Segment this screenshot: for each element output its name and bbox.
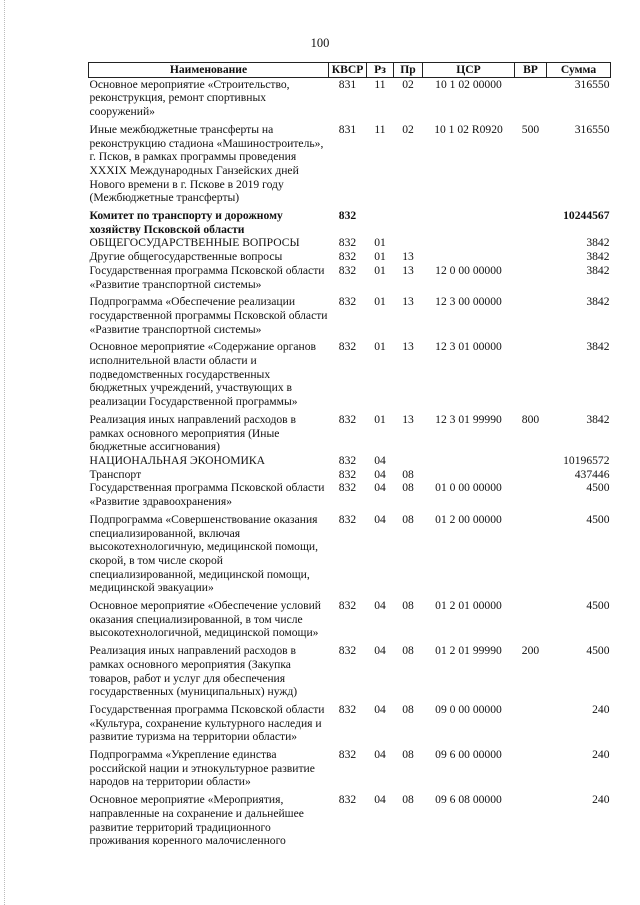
cell-rz: 04 — [374, 702, 386, 716]
cell-vr — [515, 468, 547, 482]
cell-vr — [515, 454, 547, 468]
cell-csr: 10 1 02 00000 — [435, 77, 502, 91]
cell-kvsr: 832 — [338, 702, 357, 716]
cell-sum: 437446 — [574, 467, 610, 481]
cell-name: Государственная программа Псковской области «Развитие здравоохранения» — [89, 481, 325, 509]
cell-rz: 01 — [374, 295, 386, 309]
cell-kvsr: 831 — [338, 77, 357, 91]
table-row — [89, 509, 611, 595]
cell-sum: 10196572 — [563, 453, 610, 467]
cell-rz: 01 — [374, 340, 386, 354]
cell-pr: 08 — [402, 512, 414, 526]
table-body — [89, 77, 611, 848]
cell-csr: 01 2 00 00000 — [435, 512, 502, 526]
table-row — [89, 468, 611, 482]
margin-rule — [4, 0, 5, 905]
cell-vr — [515, 744, 547, 789]
cell-vr: 800 — [521, 412, 540, 426]
cell-csr: 09 6 00 00000 — [435, 748, 502, 762]
cell-vr — [515, 205, 547, 236]
cell-pr: 13 — [402, 263, 414, 277]
header-name: Наименование — [89, 63, 329, 78]
cell-pr: 08 — [402, 702, 414, 716]
cell-rz: 04 — [374, 644, 386, 658]
table-row — [89, 119, 611, 205]
cell-csr — [423, 250, 515, 264]
cell-rz: 04 — [374, 467, 386, 481]
table-row — [89, 744, 611, 789]
cell-name: Подпрограмма «Обеспечение реализации государственной программы Псковской области «Развитие транспортной системы» — [89, 295, 328, 336]
cell-name: НАЦИОНАЛЬНАЯ ЭКОНОМИКА — [89, 453, 266, 467]
cell-csr: 01 2 01 00000 — [435, 599, 502, 613]
cell-vr — [515, 509, 547, 595]
table-row — [89, 77, 611, 119]
cell-kvsr: 832 — [338, 209, 357, 223]
cell-kvsr: 832 — [338, 467, 357, 481]
cell-rz: 04 — [374, 793, 386, 807]
cell-sum: 3842 — [586, 263, 610, 277]
cell-sum: 316550 — [574, 122, 610, 136]
table-header-row — [89, 63, 611, 78]
header-pr: Пр — [394, 63, 423, 78]
cell-rz: 01 — [374, 412, 386, 426]
page-number: 100 — [310, 36, 330, 50]
cell-sum: 4500 — [586, 512, 610, 526]
cell-csr: 10 1 02 R0920 — [434, 122, 503, 136]
cell-pr — [394, 205, 423, 236]
cell-csr — [423, 454, 515, 468]
cell-pr — [394, 454, 423, 468]
cell-rz: 11 — [374, 77, 386, 91]
cell-name: Иные межбюджетные трансферты на реконструкцию стадиона «Машиностроитель», г. Псков, в рамках программы проведения XXXIX Международных Ганзейских дней Нового времени в г. Пскове в 2019 году (Межбюджетные трансферты) — [89, 122, 324, 205]
cell-pr: 08 — [402, 793, 414, 807]
cell-rz: 04 — [374, 748, 386, 762]
cell-kvsr: 832 — [338, 481, 357, 495]
cell-sum: 240 — [592, 793, 610, 807]
cell-vr: 500 — [521, 122, 540, 136]
cell-pr: 13 — [402, 412, 414, 426]
cell-rz: 11 — [374, 122, 386, 136]
cell-name: Государственная программа Псковской области «Культура, сохранение культурного наследия и развитие туризма на территории области» — [89, 702, 325, 744]
table-row — [89, 481, 611, 508]
cell-vr: 200 — [521, 644, 540, 658]
table-row — [89, 250, 611, 264]
cell-csr: 12 3 00 00000 — [435, 295, 502, 309]
header-sum: Сумма — [547, 63, 611, 78]
cell-sum: 4500 — [586, 644, 610, 658]
cell-csr: 09 0 00 00000 — [435, 702, 502, 716]
cell-name: Комитет по транспорту и дорожному хозяйству Псковской области — [89, 209, 283, 236]
table-row — [89, 409, 611, 454]
table-row — [89, 454, 611, 468]
cell-pr: 08 — [402, 748, 414, 762]
cell-csr: 01 2 01 99990 — [435, 644, 502, 658]
cell-kvsr: 832 — [338, 512, 357, 526]
cell-pr: 08 — [402, 599, 414, 613]
cell-rz: 01 — [374, 236, 386, 250]
cell-name: Основное мероприятие «Обеспечение условий оказания специализированной, в том числе высокотехнологичной, медицинской помощи» — [89, 599, 322, 640]
cell-vr — [515, 481, 547, 508]
cell-csr — [423, 205, 515, 236]
cell-name: Основное мероприятие «Строительство, реконструкция, ремонт спортивных сооружений» — [89, 77, 290, 119]
cell-vr — [515, 595, 547, 640]
cell-name: Подпрограмма «Совершенствование оказания специализированной, включая высокотехнологичную, медицинской помощи, скорой, в том числе скорой специализированной, медицинской помощи, медицинской эвакуации» — [89, 512, 319, 595]
cell-vr — [515, 291, 547, 336]
cell-csr: 12 3 01 00000 — [435, 340, 502, 354]
cell-pr: 08 — [402, 467, 414, 481]
cell-sum: 3842 — [586, 340, 610, 354]
table-row — [89, 264, 611, 291]
cell-kvsr: 832 — [338, 453, 357, 467]
cell-csr: 09 6 08 00000 — [435, 793, 502, 807]
cell-vr — [515, 264, 547, 291]
cell-sum: 10244567 — [563, 209, 610, 223]
cell-rz: 01 — [374, 250, 386, 264]
table-row — [89, 789, 611, 848]
budget-table — [88, 62, 611, 848]
cell-kvsr: 832 — [338, 599, 357, 613]
cell-vr — [515, 250, 547, 264]
header-kvsr: КВСР — [329, 63, 367, 78]
cell-csr — [423, 236, 515, 250]
cell-rz: 04 — [374, 481, 386, 495]
cell-name: Реализация иных направлений расходов в рамках основного мероприятия (Закупка товаров, работ и услуг для обеспечения государственных (муниципальных) нужд) — [89, 644, 298, 699]
cell-sum: 316550 — [574, 77, 610, 91]
cell-kvsr: 832 — [338, 295, 357, 309]
cell-name: Основное мероприятие «Содержание органов исполнительной власти области и подведомственных государственных бюджетных учреждений, участвующих в реализации Государственной программы» — [89, 340, 317, 409]
cell-csr: 12 0 00 00000 — [435, 263, 502, 277]
cell-rz: 01 — [374, 263, 386, 277]
cell-rz: 04 — [374, 453, 386, 467]
cell-csr: 12 3 01 99990 — [435, 412, 502, 426]
cell-rz: 04 — [374, 599, 386, 613]
cell-sum: 3842 — [586, 250, 610, 264]
cell-csr: 01 0 00 00000 — [435, 481, 502, 495]
cell-name: ОБЩЕГОСУДАРСТВЕННЫЕ ВОПРОСЫ — [89, 236, 300, 250]
cell-pr: 13 — [402, 250, 414, 264]
cell-kvsr: 832 — [338, 412, 357, 426]
cell-vr — [515, 789, 547, 848]
table-row — [89, 595, 611, 640]
cell-pr: 02 — [402, 77, 414, 91]
cell-kvsr: 832 — [338, 793, 357, 807]
table-row — [89, 291, 611, 336]
cell-pr: 13 — [402, 340, 414, 354]
cell-pr: 02 — [402, 122, 414, 136]
cell-vr — [515, 699, 547, 744]
cell-sum: 4500 — [586, 481, 610, 495]
cell-sum: 3842 — [586, 236, 610, 250]
cell-sum: 240 — [592, 702, 610, 716]
header-vr: ВР — [515, 63, 547, 78]
cell-pr — [394, 236, 423, 250]
cell-name: Реализация иных направлений расходов в рамках основного мероприятия (Иные бюджетные ассигнования) — [89, 412, 296, 454]
cell-pr: 08 — [402, 481, 414, 495]
table-row — [89, 236, 611, 250]
cell-kvsr: 832 — [338, 236, 357, 250]
cell-kvsr: 831 — [338, 122, 357, 136]
cell-name: Транспорт — [89, 467, 142, 481]
cell-vr — [515, 77, 547, 119]
header-rz: Рз — [367, 63, 394, 78]
cell-sum: 3842 — [586, 295, 610, 309]
cell-pr: 08 — [402, 644, 414, 658]
cell-name: Подпрограмма «Укрепление единства российской нации и этнокультурное развитие народов на территории области» — [89, 748, 315, 789]
cell-kvsr: 832 — [338, 250, 357, 264]
table-row — [89, 640, 611, 699]
cell-kvsr: 832 — [338, 263, 357, 277]
cell-name: Основное мероприятие «Мероприятия, направленные на сохранение и дальнейшее развитие территорий традиционного проживания коренного малочисленного — [89, 793, 304, 848]
cell-kvsr: 832 — [338, 340, 357, 354]
cell-rz — [367, 205, 394, 236]
table-row — [89, 336, 611, 409]
cell-vr — [515, 236, 547, 250]
cell-name: Государственная программа Псковской области «Развитие транспортной системы» — [89, 263, 325, 291]
table-row — [89, 699, 611, 744]
cell-kvsr: 832 — [338, 644, 357, 658]
cell-csr — [423, 468, 515, 482]
cell-vr — [515, 336, 547, 409]
cell-rz: 04 — [374, 512, 386, 526]
cell-sum: 4500 — [586, 599, 610, 613]
cell-sum: 3842 — [586, 412, 610, 426]
cell-name: Другие общегосударственные вопросы — [89, 250, 283, 264]
table-row — [89, 205, 611, 236]
cell-pr: 13 — [402, 295, 414, 309]
cell-kvsr: 832 — [338, 748, 357, 762]
header-csr: ЦСР — [423, 63, 515, 78]
cell-sum: 240 — [592, 748, 610, 762]
